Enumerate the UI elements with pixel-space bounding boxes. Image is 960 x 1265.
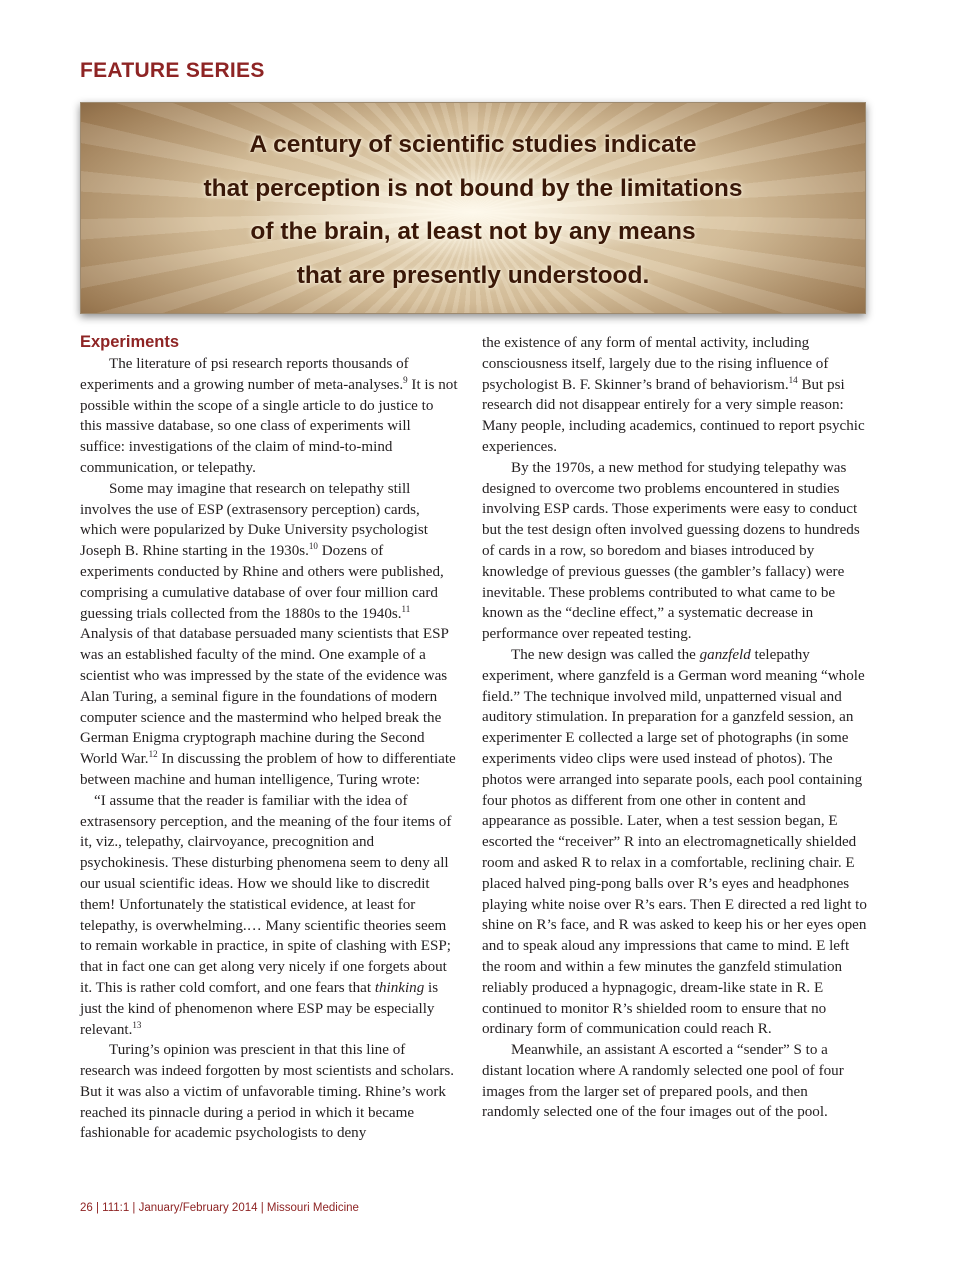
paragraph: Some may imagine that research on telepathy still involves the use of ESP (extrasensory perception) cards, which were popularized by Duke University psychologist Joseph B. Rhine starting in the 1930s.$^{10}$ Dozens of experiments conducted by Rhine and others were published, comprising a cumulative database of over four million card guessing trials collected from the 1880s to the 1940s.$^{11}$ Analysis of that database persuaded many scientists that ESP was an established faculty of the mind. One example of a scientist who was impressed by the state of the evidence was Alan Turing, a seminal figure in the foundations of modern computer science and the mastermind who helped break the German Enigma cryptograph machine during the Second World War.$^{12}$ In discussing the problem of how to differentiate between machine and human intelligence, Turing wrote: — [80, 480, 456, 788]
pull-quote-text — [81, 123, 865, 297]
left-column — [80, 332, 458, 1144]
reference-marker[interactable]: 10 — [308, 541, 318, 552]
reference-marker[interactable]: 12 — [148, 749, 158, 760]
paragraph: The new design was called the ganzfeld telepathy experiment, where ganzfeld is a German word meaning “whole field.” The technique involved mild, unpatterned visual and auditory stimulation. In preparation for a ganzfeld session, an experimenter E collected a large set of photographs (in some experiments video clips were used instead of photos). The photos were arranged into separate pools, each pool containing four photos as different from one other in content and appearance as possible. Later, when a test session began, E escorted the “receiver” R into an electromagnetically shielded room and asked R to relax in a comfortable, reclining chair. E placed halved ping-pong balls over R’s eyes and headphones playing white noise over R’s ears. Then E directed a red light to shine on R’s face, and R was asked to keep his or her eyes open and to speak aloud any impressions that came to mind. E left the room and within a few minutes the ganzfeld stimulation reliably produced a hypnagogic, dream-like state in R. E continued to monitor R’s shielded room to ensure that no ordinary form of communication could reach R. — [482, 646, 867, 1038]
pull-quote-line: that are presently understood. — [296, 261, 650, 289]
series-label: FEATURE SERIES — [80, 59, 265, 82]
paragraph: The literature of psi research reports thousands of experiments and a growing number of meta-analyses.$^9$ It is not possible within the scope of a single article to do justice to this massive database, so one class of experiments will suffice: investigations of the claim of mind-to-mind communication, or telepathy. — [80, 356, 458, 476]
pull-quote-line: A century of scientific studies indicate — [249, 131, 697, 158]
paragraph: By the 1970s, a new method for studying telepathy was designed to overcome two problems encountered in studies involving ESP cards. Those experiments were easy to conduct but the test design often involved guessing dozens to hundreds of cards in a row, so boredom and biases introduced by knowledge of previous guesses (the gambler’s fallacy) were inevitable. These problems contributed to what came to be known as the “decline effect,” a systematic decrease in performance over repeated testing. — [482, 459, 860, 643]
emphasis: ganzfeld — [699, 646, 751, 663]
emphasis: thinking — [374, 979, 425, 996]
block-quote: “I assume that the reader is familiar with the idea of extrasensory perception, and the meaning of the four items of it, viz., telepathy, clairvoyance, precognition and psychokinesis. These disturbing phenomena seem to deny all our usual scientific ideas. How we should like to discredit them! Unfortunately the statistical evidence, at least for telepathy, is overwhelming.… Many scientific theories seem to remain workable in practice, in spite of clashing with ESP; that in fact one can get along very nicely if one forgets about it. This is rather cold comfort, and one fears that thinking is just the kind of phenomenon where ESP may be especially relevant.$^{13}$ — [80, 792, 452, 1038]
pull-quote-line: that perception is not bound by the limitations — [203, 174, 743, 202]
paragraph: the existence of any form of mental activity, including consciousness itself, largely due to the rising influence of psychologist B. F. Skinner’s brand of behaviorism.$^{14}$ But psi research did not disappear entirely for a very simple reason: Many people, including academics, continued to report psychic experiences. — [482, 335, 865, 455]
paragraph: Turing’s opinion was prescient in that this line of research was indeed forgotten by most scientists and scholars. But it was also a victim of unfavorable timing. Rhine’s work reached its pinnacle during a period in which it became fashionable for academic psychologists to deny — [80, 1042, 455, 1142]
page-footer: 26 | 111:1 | January/February 2014 | Missouri Medicine — [80, 1202, 359, 1214]
right-column — [482, 333, 868, 1123]
pull-quote-line: of the brain, at least not by any means — [250, 218, 696, 245]
pull-quote-banner — [80, 102, 866, 314]
paragraph: Meanwhile, an assistant A escorted a “sender” S to a distant location where A randomly selected one pool of four images from the larger set of prepared pools, and then randomly selected one of the four images out of the pool. — [482, 1042, 844, 1121]
reference-marker[interactable]: 11 — [401, 603, 411, 614]
reference-marker[interactable]: 13 — [132, 1019, 142, 1030]
reference-marker[interactable]: 9 — [403, 374, 408, 385]
reference-marker[interactable]: 14 — [788, 374, 798, 385]
section-heading: Experiments — [80, 333, 180, 351]
